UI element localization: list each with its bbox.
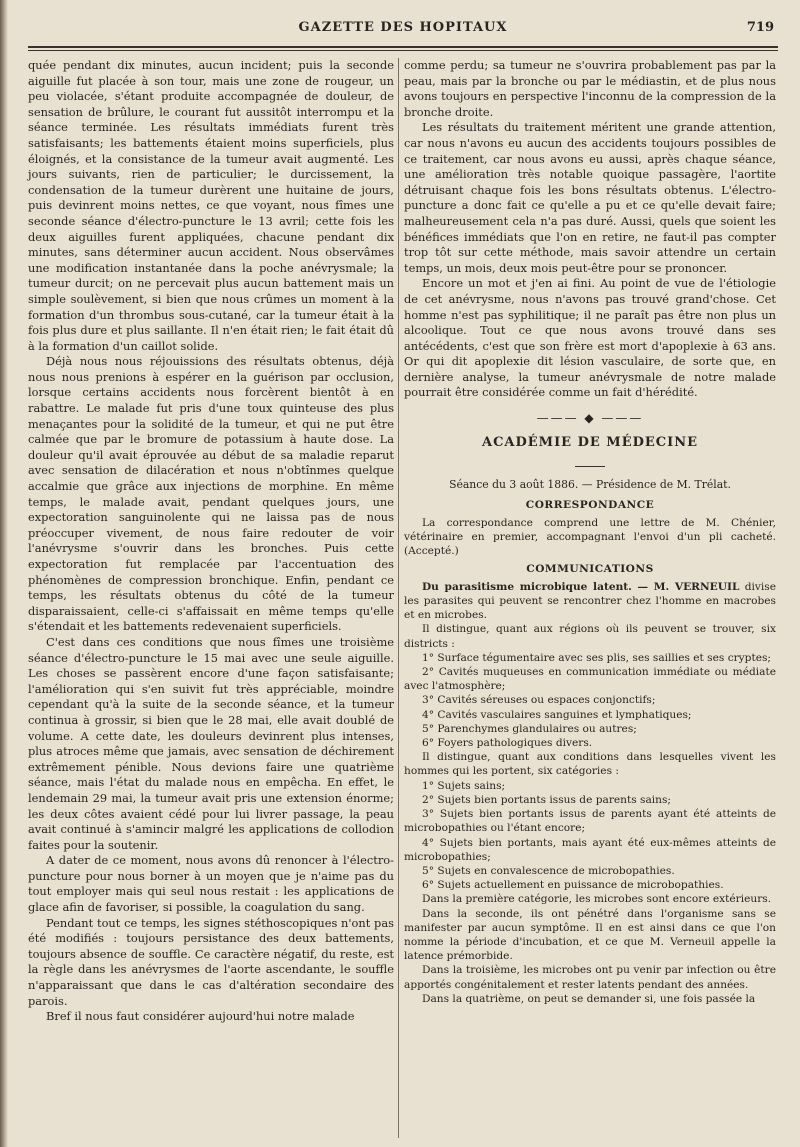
paragraph: Encore un mot et j'en ai fini. Au point de vue de l'étiologie de cet anévrysme, nous n'avons pas trouvé grand'chose. Cet homme n'est pas syphilitique; il ne paraît pas être non plus un alcoolique. Tout ce que nous avons trouvé dans ses antécédents, c'est que son frère est mort d'apoplexie à 63 ans. Or qui dit apoplexie dit lésion vasculaire, de sorte que, en dernière analyse, la tumeur anévrysmale de notre malade pourrait être considérée comme un fait d'hérédité. <box>404 276 776 400</box>
list-item: 6° Foyers pathologiques divers. <box>422 737 593 750</box>
communications-heading: COMMUNICATIONS <box>526 563 654 576</box>
list-item: 4° Cavités vasculaires sanguines et lymphatiques; <box>422 708 692 721</box>
list-item: 5° Sujets en convalescence de microbopathies. <box>422 864 675 877</box>
communication-intro: divise les parasites qui peuvent se rencontrer chez l'homme en macrobes et en microbes. <box>404 580 776 622</box>
right-column <box>404 58 776 1006</box>
list-item: 5° Parenchymes glandulaires ou autres; <box>422 722 637 735</box>
column-divider <box>398 58 399 1138</box>
page-edge-shadow <box>0 0 8 1147</box>
list-item: 6° Sujets actuellement en puissance de microbopathies. <box>422 879 724 892</box>
correspondence-text: La correspondance comprend une lettre de M. Chénier, vétérinaire en premier, accompagnant l'envoi d'un pli cacheté. (Accepté.) <box>404 516 776 558</box>
header-rule-thin <box>28 50 778 51</box>
list-item: 1° Sujets sains; <box>422 779 506 792</box>
list-item: 4° Sujets bien portants, mais ayant été eux-mêmes atteints de microbopathies; <box>404 836 776 863</box>
districts-intro: Il distingue, quant aux régions où ils peuvent se trouver, six districts : <box>404 623 776 650</box>
communication-title: Du parasitisme microbique latent. — M. VERNEUIL <box>422 580 740 593</box>
paragraph: comme perdu; sa tumeur ne s'ouvrira probablement pas par la peau, mais par la bronche ou par le médiastin, et de plus nous avons toujours en perspective l'inconnu de la compression de la bronche droite. <box>404 58 776 119</box>
publication-title: GAZETTE DES HOPITAUX <box>298 20 508 35</box>
paragraph: Dans la quatrième, on peut se demander si, une fois passée la <box>422 992 756 1005</box>
left-column <box>28 58 394 1025</box>
communication-body <box>404 580 776 1006</box>
page-header <box>28 18 778 42</box>
paragraph: Bref il nous faut considérer aujourd'hui notre malade <box>46 1009 355 1024</box>
paragraph: quée pendant dix minutes, aucun incident; puis la seconde aiguille fut placée à son tour, mais une zone de rougeur, un peu violacée, s'étant produite accompagnée de douleur, de sensation de brûlure, le courant fut aussitôt interrompu et la séance terminée. Les résultats immédiats furent très satisfaisants; les battements étaient moins superficiels, plus éloignés, et la consistance de la tumeur avait augmenté. Les jours suivants, rien de particulier; le durcissement, la condensation de la tumeur durèrent une huitaine de jours, puis devinrent moins nettes, ce que voyant, nous fîmes une seconde séance d'électro-puncture le 13 avril; cette fois les deux aiguilles furent appliquées, chacune pendant dix minutes, sans déterminer aucun accident. Nous observâmes une modification instantanée dans la poche anévrysmale; la tumeur durcit; on ne percevait plus aucun battement mais un simple soulèvement, si bien que nous crûmes un moment à la formation d'un thrombus sous-cutané, car la tumeur était à la fois plus dure et plus saillante. Il n'en était rien; le fait était dû à la formation d'un caillot solide. <box>28 58 394 353</box>
page-number: 719 <box>746 20 774 35</box>
list-item: 2° Sujets bien portants issus de parents sains; <box>422 793 671 806</box>
paragraph: Dans la première catégorie, les microbes sont encore extérieurs. <box>422 893 772 906</box>
paragraph: Dans la troisième, les microbes ont pu venir par infection ou être apportés congénitalement et rester latents pendant des années. <box>404 964 776 991</box>
list-item: 2° Cavités muqueuses en communication immédiate ou médiate avec l'atmosphère; <box>404 666 776 693</box>
paragraph: A dater de ce moment, nous avons dû renoncer à l'électro-puncture pour nous borner à un moyen que je n'aime pas du tout employer mais qui seul nous restait : les applications de glace afin de favoriser, si possible, la coagulation du sang. <box>28 853 394 915</box>
session-line: Séance du 3 août 1886. — Présidence de M. Trélat. <box>449 477 731 491</box>
paragraph: Les résultats du traitement méritent une grande attention, car nous n'avons eu aucun des accidents toujours possibles de ce traitement, car nous avons eu aussi, après chaque séance, une amélioration très notable quoique passagère, l'aortite détruisant chaque fois les bons résultats obtenus. L'électro-puncture a donc fait ce qu'elle a pu et ce qu'elle devait faire; malheureusement cela n'a pas duré. Aussi, quels que soient les bénéfices immédiats que l'on en retire, ne faut-il pas compter trop tôt sur cette méthode, mais savoir attendre un certain temps, un mois, deux mois peut-être pour se prononcer. <box>404 120 776 275</box>
paragraph: Pendant tout ce temps, les signes stéthoscopiques n'ont pas été modifiés : toujours persistance des deux battements, toujours absence de souffle. Ce caractère négatif, du reste, est la règle dans les anévrysmes de l'aorte ascendante, le souffle n'apparaissant que dans le cas d'altération secondaire des parois. <box>28 915 394 1008</box>
categories-intro: Il distingue, quant aux conditions dans lesquelles vivent les hommes qui les portent, six catégories : <box>404 751 776 778</box>
heading-underline <box>404 456 776 472</box>
academy-heading: ACADÉMIE DE MÉDECINE <box>481 434 698 450</box>
header-rule-thick <box>28 46 778 48</box>
list-item: 1° Surface tégumentaire avec ses plis, ses saillies et ses cryptes; <box>422 651 771 664</box>
paragraph: Dans la seconde, ils ont pénétré dans l'organisme sans se manifester par aucun symptôme. Il en est ainsi dans ce que l'on nomme la période d'incubation, et ce que M. Verneuil appelle la latence prémorbide. <box>404 907 776 963</box>
list-item: 3° Cavités séreuses ou espaces conjonctifs; <box>422 694 656 707</box>
paragraph: C'est dans ces conditions que nous fîmes une troisième séance d'électro-puncture le 15 mai avec une seule aiguille. Les choses se passèrent encore d'une façon satisfaisante; l'amélioration qui s'en suivit fut très appréciable, moindre cependant qu'à la suite de la seconde séance, et la tumeur continua à grossir, si bien que le 28 mai, elle avait doublé de volume. A cette date, les douleurs devinrent plus intenses, plus atroces même que jamais, avec sensation de déchirement extrêmement pénible. Nous devions faire une quatrième séance, mais l'état du malade nous en empêcha. En effet, le lendemain 29 mai, la tumeur avait pris une extension énorme; les deux côtes avaient cédé pour lui livrer passage, la peau avait continué à s'amincir malgré les applications de collodion faites pour la soutenir. <box>28 634 394 852</box>
section-ornament: ——— ◆ ——— <box>536 411 644 426</box>
list-item: 3° Sujets bien portants issus de parents ayant été atteints de microbopathies ou l'étant encore; <box>404 808 776 835</box>
paragraph: Déjà nous nous réjouissions des résultats obtenus, déjà nous nous prenions à espérer en la guérison par occlusion, lorsque certains accidents nous forcèrent bientôt à en rabattre. Le malade fut pris d'une toux quinteuse des plus menaçantes pour la solidité de la tumeur, et qui ne put être calmée que par le bromure de potassium à haute dose. La douleur qu'il avait éprouvée au début de sa maladie reparut avec sensation de dilacération et nous n'obtînmes quelque accalmie que grâce aux injections de morphine. En même temps, le malade avait, pendant quelques jours, une expectoration sanguinolente qui ne laissa pas de nous préoccuper vivement, de nous faire redouter de voir l'anévrysme s'ouvrir dans les bronches. Puis cette expectoration fut remplacée par l'accentuation des phénomènes de compression bronchique. Enfin, pendant ce temps, les résultats obtenus du côté de la tumeur disparaissaient, celle-ci s'affaissait en même temps qu'elle s'étendait et les battements redevenaient superficiels. <box>28 354 394 634</box>
correspondence-heading: CORRESPONDANCE <box>525 499 655 512</box>
